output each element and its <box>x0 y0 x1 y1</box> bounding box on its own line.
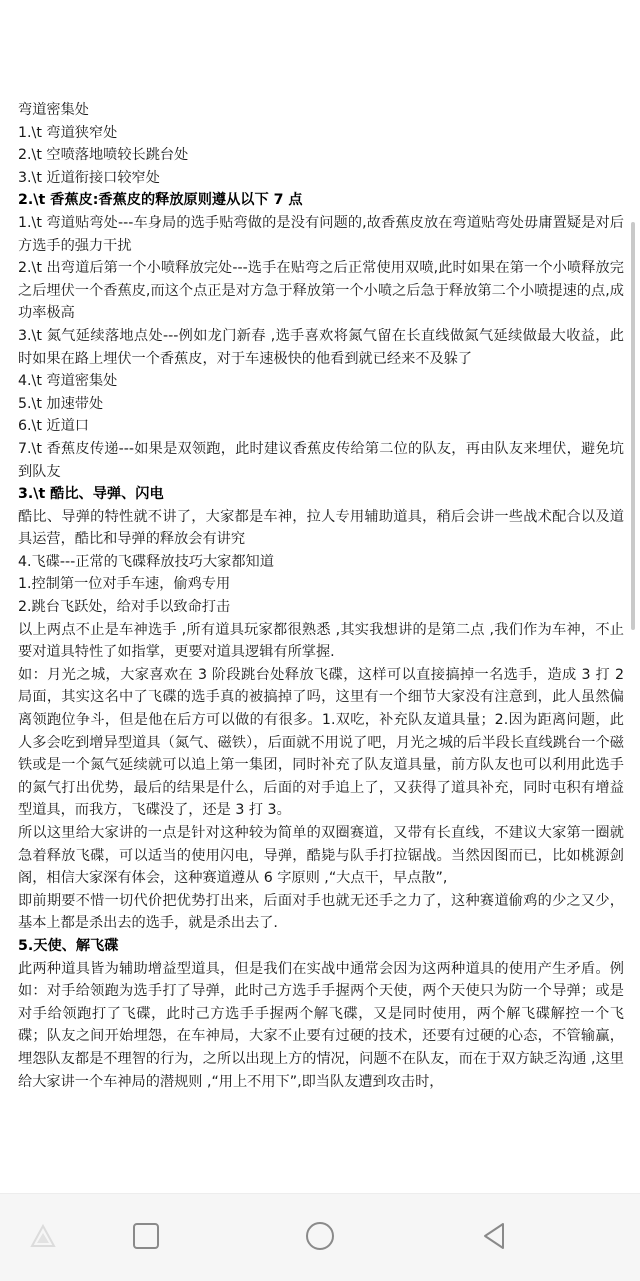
paragraph: 4.飞碟---正常的飞碟释放技巧大家都知道 <box>18 553 274 570</box>
paragraph: 以上两点不止是车神选手 ,所有道具玩家都很熟悉 ,其实我想讲的是第二点 ,我们作为车神，不止要对道具特性了如指掌，更要对道具逻辑有所掌握. <box>18 621 624 661</box>
paragraph: 2.\t 出弯道后第一个小喷释放完处---选手在贴弯之后正常使用双喷,此时如果在第一个小喷释放完之后埋伏一个香蕉皮,而这个点正是对方急于释放第一个小喷之后急于释放第二个小喷提速的点,成功率极高 <box>18 260 624 322</box>
back-icon[interactable] <box>474 1216 514 1256</box>
home-icon[interactable] <box>300 1216 340 1256</box>
paragraph: 所以这里给大家讲的一点是针对这种较为简单的双圈赛道，又带有长直线，不建议大家第一圈就急着释放飞碟，可以适当的使用闪电，导弹，酷毙与队手打拉锯战。当然因图而已，比如桃源剑阁，相信大家深有体会，这种赛道遵从 6 字原则 ,“大点干，早点散”, <box>18 825 624 887</box>
paragraph: 此两种道具皆为辅助增益型道具，但是我们在实战中通常会因为这两种道具的使用产生矛盾。例如：对手给领跑为选手打了导弹，此时己方选手手握两个天使，两个天使只为防一个导弹；或是对手给领跑打了飞碟，此时己方选手手握两个解飞碟，又是同时使用，两个解飞碟解控一个飞碟；队友之间开始埋怨，在车神局，大家不止要有过硬的技术，还要有过硬的心态，不管输赢，埋怨队友都是不理智的行为，之所以出现上方的情况，问题不在队友，而在于双方缺乏沟通 ,这里给大家讲一个车神局的潜规则 ,“用上不用下”,即当队友遭到攻击时， <box>18 960 624 1090</box>
paragraph: 4.\t 弯道密集处 <box>18 373 118 390</box>
paragraph: 1.\t 弯道贴弯处---车身局的选手贴弯做的是没有问题的,故香蕉皮放在弯道贴弯处毋庸置疑是对后方选手的强力干扰 <box>18 214 624 254</box>
paragraph: 3.\t 氮气延续落地点处---例如龙门新春 ,选手喜欢将氮气留在长直线做氮气延续做最大收益，此时如果在路上埋伏一个香蕉皮，对于车速极快的他看到就已经来不及躲了 <box>18 327 624 367</box>
navigation-bar <box>0 1193 640 1281</box>
paragraph: 弯道密集处 <box>18 102 89 118</box>
paragraph: 即前期要不惜一切代价把优势打出来，后面对手也就无还手之力了，这种赛道偷鸡的少之又少，基本上都是杀出去的选手，就是杀出去了. <box>18 892 624 932</box>
paragraph: 2.跳台飞跃处，给对手以致命打击 <box>18 599 231 616</box>
paragraph: 如：月光之城，大家喜欢在 3 阶段跳台处释放飞碟，这样可以直接搞掉一名选手，造成 3 打 2 局面，其实这名中了飞碟的选手真的被搞掉了吗，这里有一个细节大家没有注意到，此人虽然偏离领跑位争斗，但是他在后方可以做的有很多。1.双吃，补充队友道具量；2.因为距离问题，此人多会吃到增异型道具（氮气、磁铁），后面就不用说了吧，月光之城的后半段长直线跳台一个磁铁或是一个氮气延续就可以追上第一集团，同时补充了队友道具量，前方队友也可以利用此选手的氮气打出优势，最后的结果是什么，后面的对手追上了，又获得了道具补充，同时屯积有增益型道具，而我方，飞碟没了，还是 3 打 3。 <box>18 666 624 819</box>
paragraph: 1.控制第一位对手车速，偷鸡专用 <box>18 576 231 593</box>
document-body <box>18 99 624 1093</box>
paragraph: 3.\t 近道衔接口较窄处 <box>18 169 160 186</box>
paragraph: 2.\t 空喷落地喷较长跳台处 <box>18 147 189 164</box>
scrollbar[interactable] <box>631 222 635 630</box>
paragraph: 酷比、导弹的特性就不讲了，大家都是车神，拉人专用辅助道具，稍后会讲一些战术配合以及道具运营，酷比和导弹的释放会有讲究 <box>18 508 624 548</box>
paragraph: 7.\t 香蕉皮传递---如果是双领跑，此时建议香蕉皮传给第二位的队友，再由队友来埋伏，避免坑到队友 <box>18 440 624 480</box>
section-heading: 2.\t 香蕉皮:香蕉皮的释放原则遵从以下 7 点 <box>18 192 303 209</box>
app-logo-icon <box>23 1216 63 1256</box>
section-heading: 5.天使、解飞碟 <box>18 937 119 954</box>
paragraph: 1.\t 弯道狭窄处 <box>18 124 118 141</box>
recent-apps-icon[interactable] <box>126 1216 166 1256</box>
paragraph: 6.\t 近道口 <box>18 418 89 435</box>
section-heading: 3.\t 酷比、导弹、闪电 <box>18 486 164 503</box>
paragraph: 5.\t 加速带处 <box>18 395 104 412</box>
